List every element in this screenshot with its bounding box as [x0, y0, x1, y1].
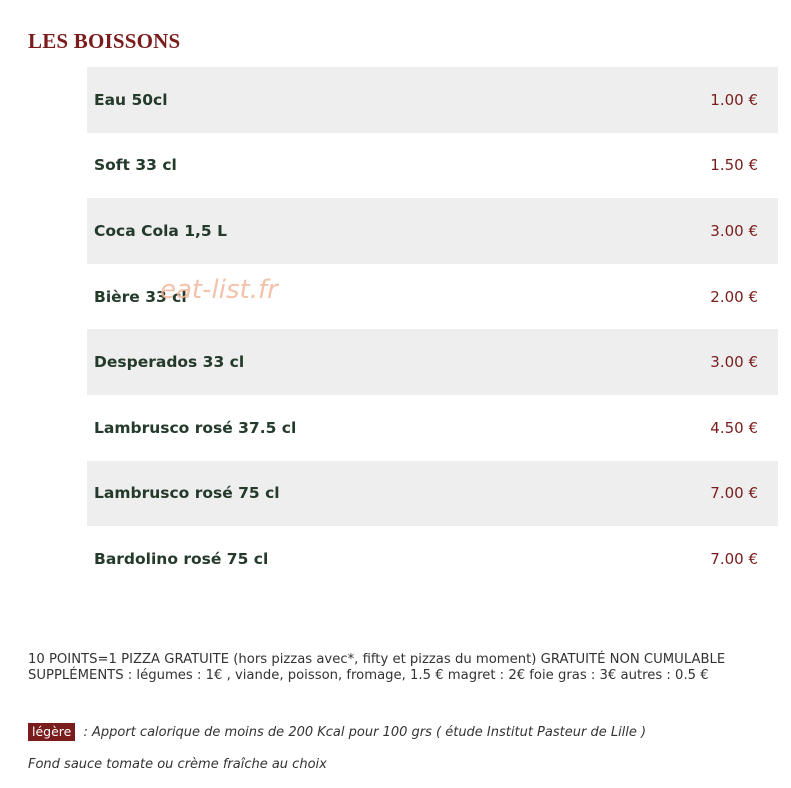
section-title: LES BOISSONS	[28, 29, 181, 53]
menu-item-price: 3.00 €	[710, 221, 758, 240]
legend-text: : Apport calorique de moins de 200 Kcal pour 100 grs ( étude Institut Pasteur de Lille )	[83, 725, 647, 740]
menu-item-name: Soft 33 cl	[94, 156, 177, 175]
menu-item-row	[87, 133, 778, 199]
menu-item-price: 1.50 €	[710, 156, 758, 175]
base-note: Fond sauce tomate ou crème fraîche au choix	[28, 757, 327, 772]
menu-item-price: 7.00 €	[710, 549, 758, 568]
watermark: eat-list.fr	[160, 275, 278, 305]
menu-item-name: Coca Cola 1,5 L	[94, 221, 227, 240]
menu-item-price: 4.50 €	[710, 418, 758, 437]
menu-item-price: 2.00 €	[710, 287, 758, 306]
menu-item-price: 3.00 €	[710, 353, 758, 372]
menu-item-row	[87, 329, 778, 395]
menu-item-row	[87, 395, 778, 461]
menu-item-name: Bardolino rosé 75 cl	[94, 549, 269, 568]
menu-item-row	[87, 264, 778, 330]
menu-item-price: 7.00 €	[710, 484, 758, 503]
menu-item-name: Bière 33 cl	[94, 287, 187, 306]
legend-line	[28, 723, 646, 741]
menu-item-price: 1.00 €	[710, 90, 758, 109]
menu-item-name: Desperados 33 cl	[94, 353, 245, 372]
menu-item-row	[87, 198, 778, 264]
menu-item-row	[87, 461, 778, 527]
menu-item-name: Lambrusco rosé 75 cl	[94, 484, 280, 503]
menu-item-name: Eau 50cl	[94, 90, 168, 109]
menu-item-row	[87, 67, 778, 133]
loyalty-note: 10 POINTS=1 PIZZA GRATUITE (hors pizzas avec*, fifty et pizzas du moment) GRATUITÉ NON CUMULABLE SUPPLÉMENTS : légumes : 1€ , viande, poisson, fromage, 1.5 € magret : 2€ foie gras : 3€ autres : 0.5 €	[28, 652, 726, 683]
menu-item-name: Lambrusco rosé 37.5 cl	[94, 418, 297, 437]
drinks-menu-list	[87, 67, 778, 592]
menu-item-row	[87, 526, 778, 592]
legere-badge: légère	[28, 723, 75, 741]
